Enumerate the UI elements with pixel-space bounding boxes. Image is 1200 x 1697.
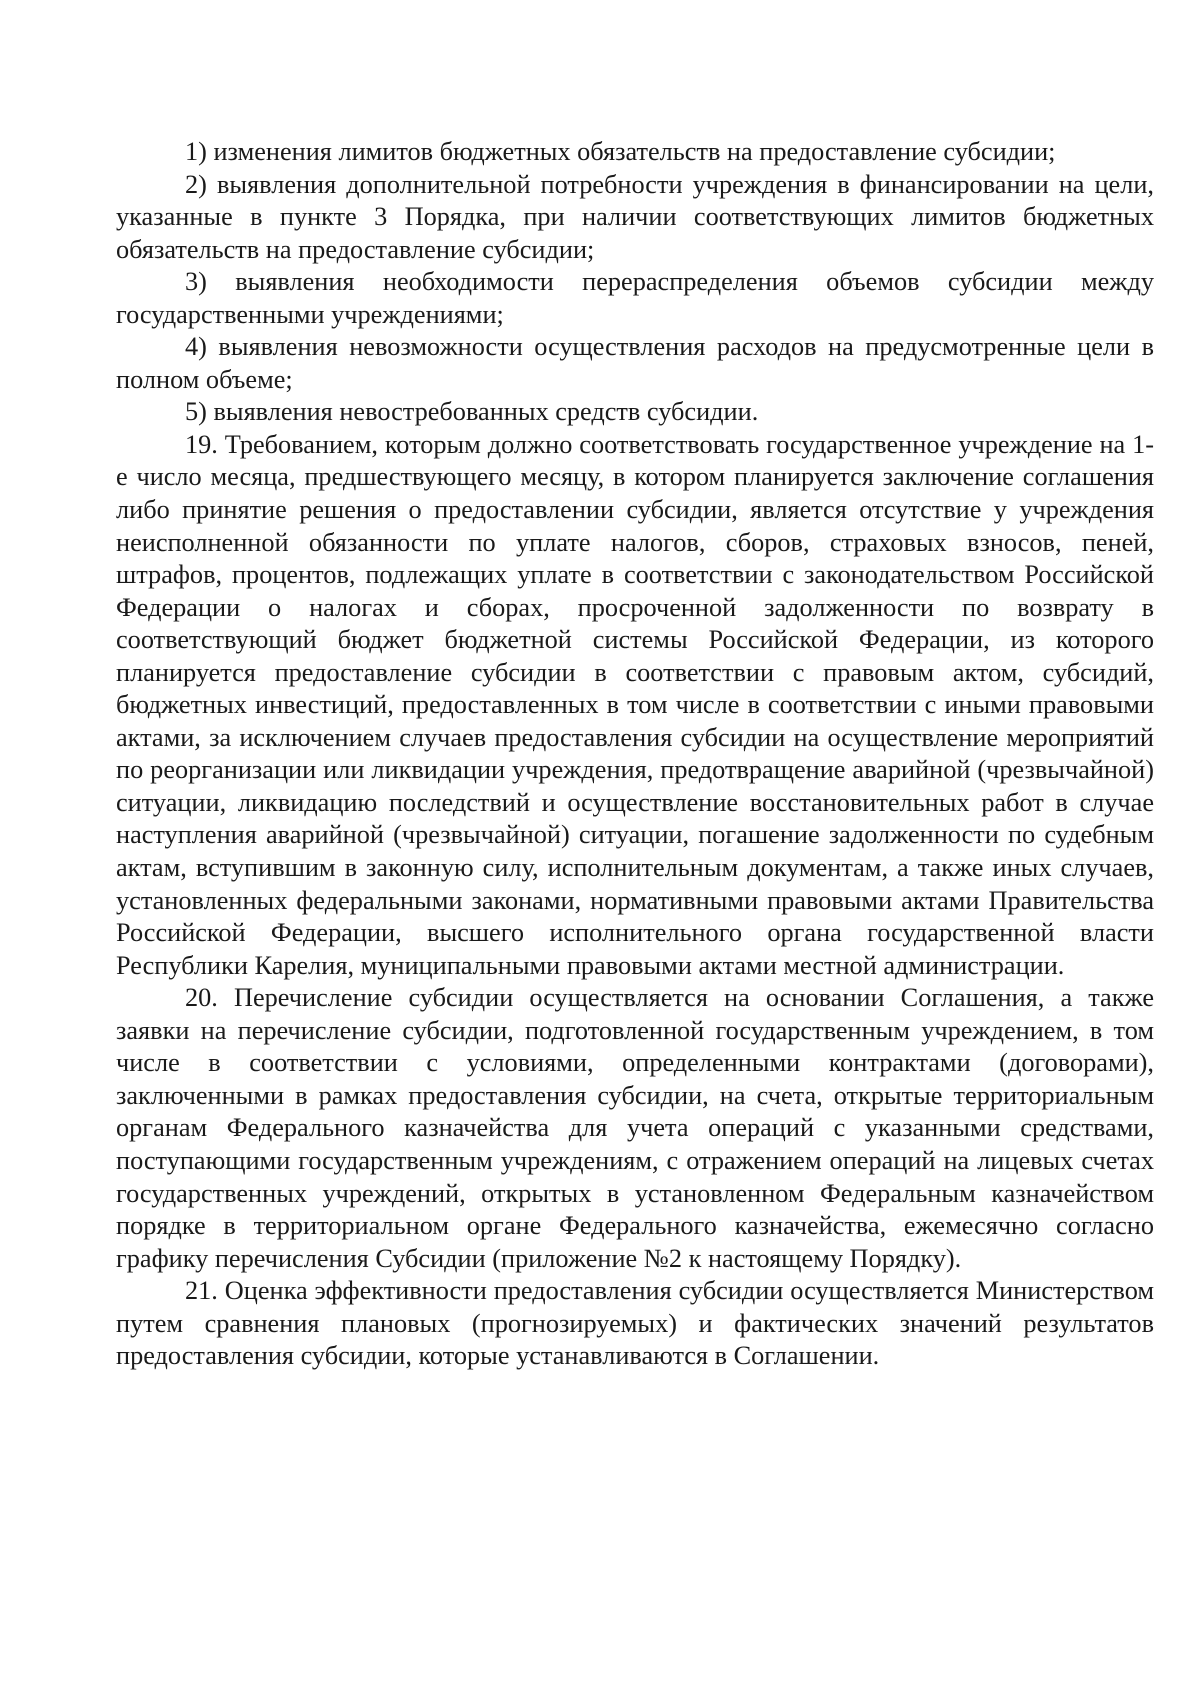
paragraph-item-2: 2) выявления дополнительной потребности учреждения в финансировании на цели, указанные в пункте 3 Порядка, при наличии соответствующих лимитов бюджетных обязательств на предоставление субсидии; [116, 169, 1154, 264]
paragraph-item-5: 5) выявления невостребованных средств субсидии. [185, 397, 759, 427]
paragraph-item-1: 1) изменения лимитов бюджетных обязательств на предоставление субсидии; [185, 137, 1056, 166]
paragraph-21: 21. Оценка эффективности предоставления субсидии осуществляется Министерством путем сравнения плановых (прогнозируемых) и фактических значений результатов предоставления субсидии, которые устанавливаются в Соглашении. [116, 1276, 1154, 1371]
paragraph-20: 20. Перечисление субсидии осуществляется на основании Соглашения, а также заявки на перечисление субсидии, подготовленной государственным учреждением, в том числе в соответствии с условиями, определенными контрактами (договорами), заключенными в рамках предоставления субсидии, на счета, открытые территориальным органам Федерального казначейства для учета операций с указанными средствами, поступающими государственным учреждениям, с отражением операций на лицевых счетах государственных учреждений, открытых в установленном Федеральным казначейством порядке в территориальном органе Федерального казначейства, ежемесячно согласно графику перечисления Субсидии (приложение №2 к настоящему Порядку). [116, 983, 1154, 1273]
paragraph-19: 19. Требованием, которым должно соответствовать государственное учреждение на 1-е число месяца, предшествующего месяцу, в котором планируется заключение соглашения либо принятие решения о предоставлении субсидии, является отсутствие у учреждения неисполненной обязанности по уплате налогов, сборов, страховых взносов, пеней, штрафов, процентов, подлежащих уплате в соответствии с законодательством Российской Федерации о налогах и сборах, просроченной задолженности по возврату в соответствующий бюджет бюджетной системы Российской Федерации, из которого планируется предоставление субсидии в соответствии с правовым актом, субсидий, бюджетных инвестиций, предоставленных в том числе в соответствии с иными правовыми актами, за исключением случаев предоставления субсидии на осуществление мероприятий по реорганизации или ликвидации учреждения, предотвращение аварийной (чрезвычайной) ситуации, ликвидацию последствий и осуществление восстановительных работ в случае наступления аварийной (чрезвычайной) ситуации, погашение задолженности по судебным актам, вступившим в законную силу, исполнительным документам, а также иных случаев, установленных федеральными законами, нормативными правовыми актами Правительства Российской Федерации, высшего исполнительного органа государственной власти Республики Карелия, муниципальными правовыми актами местной администрации. [116, 429, 1154, 980]
paragraph-item-4: 4) выявления невозможности осуществления расходов на предусмотренные цели в полном объеме; [116, 332, 1154, 394]
document-page [116, 136, 1154, 1373]
paragraph-item-3: 3) выявления необходимости перераспределения объемов субсидии между государственными учреждениями; [116, 267, 1154, 329]
